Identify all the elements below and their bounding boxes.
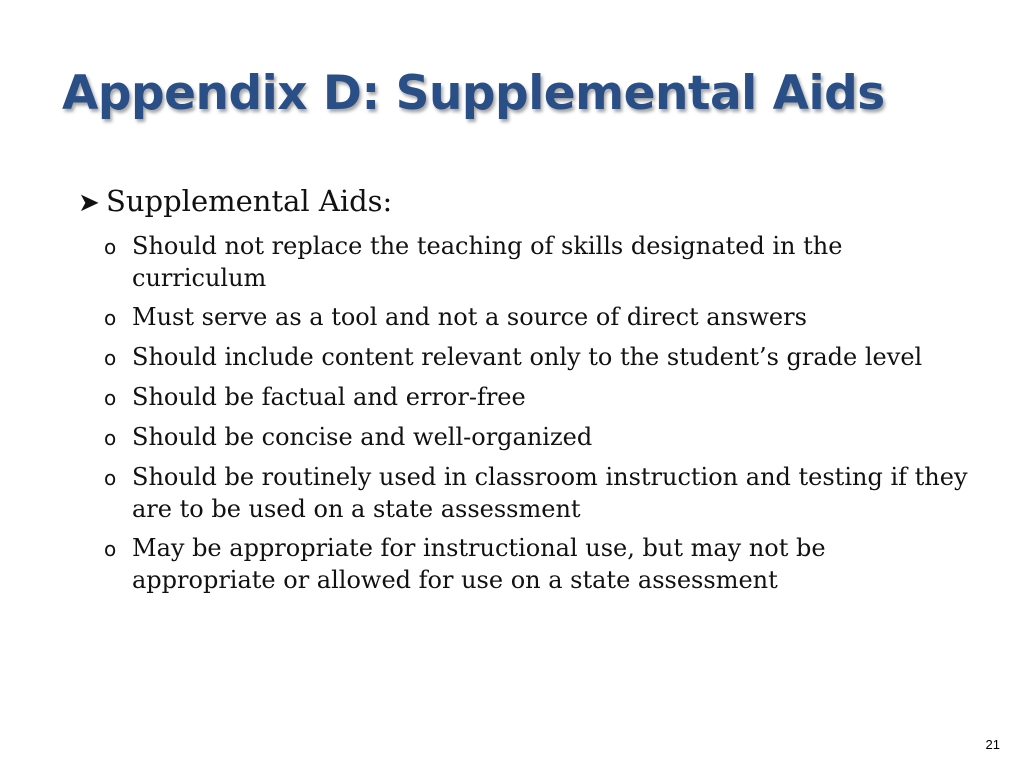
sub-bullet-item (104, 461, 968, 525)
sub-bullet-text: Should be routinely used in classroom instruction and testing if they are to be used on a state assessment (132, 463, 968, 523)
sub-bullet-marker: o (104, 346, 117, 370)
sub-bullet-marker: o (104, 386, 117, 410)
arrow-bullet-icon: ➤ (78, 188, 100, 218)
sub-bullet-item (104, 532, 968, 596)
sub-bullet-item (104, 381, 968, 414)
sub-bullet-item (104, 230, 968, 294)
sub-bullet-marker: o (104, 306, 117, 330)
sub-bullet-marker: o (104, 426, 117, 450)
main-bullet (78, 182, 968, 222)
main-bullet-text: Supplemental Aids: (106, 184, 393, 218)
sub-bullet-marker: o (104, 537, 117, 561)
sub-bullet-text: Should include content relevant only to the student’s grade level (132, 343, 923, 371)
sub-bullet-text: Should not replace the teaching of skills designated in the curriculum (132, 232, 843, 292)
sub-bullet-item (104, 301, 968, 334)
slide-content (78, 182, 968, 603)
sub-bullet-text: May be appropriate for instructional use, but may not be appropriate or allowed for use on a state assessment (132, 534, 826, 594)
sub-bullet-item (104, 341, 968, 374)
sub-bullet-marker: o (104, 235, 117, 259)
sub-bullet-marker: o (104, 466, 117, 490)
sub-bullet-item (104, 421, 968, 454)
sub-bullet-text: Should be concise and well-organized (132, 423, 593, 451)
page-number: 21 (985, 737, 1000, 752)
sub-bullet-text: Should be factual and error-free (132, 383, 526, 411)
sub-bullet-list (78, 230, 968, 596)
sub-bullet-text: Must serve as a tool and not a source of direct answers (132, 303, 807, 331)
slide-title: Appendix D: Supplemental Aids (62, 66, 885, 121)
